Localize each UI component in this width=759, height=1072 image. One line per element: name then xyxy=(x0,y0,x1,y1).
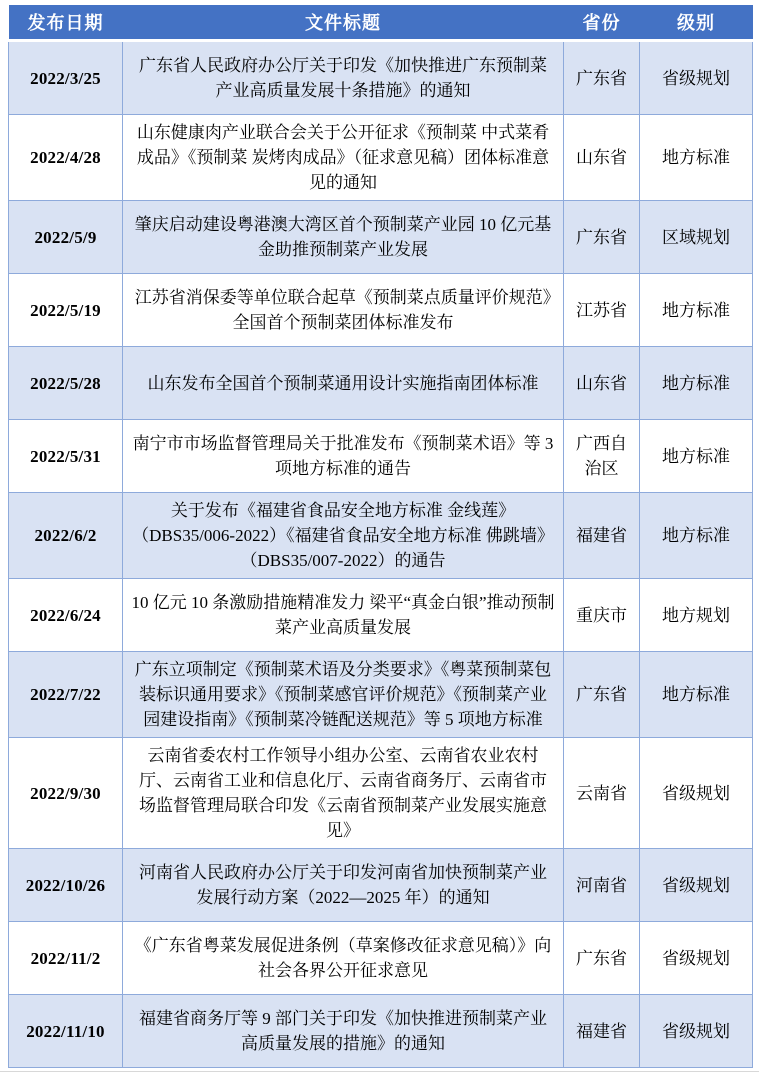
table-row xyxy=(9,849,753,922)
cell-date: 2022/6/24 xyxy=(9,579,123,652)
cell-date: 2022/4/28 xyxy=(9,115,123,201)
cell-level: 地方标准 xyxy=(640,652,753,738)
table-row xyxy=(9,995,753,1068)
table-row xyxy=(9,579,753,652)
cell-province: 广东省 xyxy=(564,41,640,115)
cell-date: 2022/6/2 xyxy=(9,493,123,579)
cell-date: 2022/7/22 xyxy=(9,652,123,738)
cell-province: 重庆市 xyxy=(564,579,640,652)
column-header-date: 发布日期 xyxy=(9,5,123,41)
cell-date: 2022/11/10 xyxy=(9,995,123,1068)
policy-document-table xyxy=(8,5,753,1068)
cell-title: 云南省委农村工作领导小组办公室、云南省农业农村厅、云南省工业和信息化厅、云南省商务厅、云南省市场监督管理局联合印发《云南省预制菜产业发展实施意见》 xyxy=(123,738,564,849)
cell-date: 2022/5/19 xyxy=(9,274,123,347)
cell-title: 山东发布全国首个预制菜通用设计实施指南团体标准 xyxy=(123,347,564,420)
cell-date: 2022/10/26 xyxy=(9,849,123,922)
cell-province: 广东省 xyxy=(564,201,640,274)
cell-level: 地方规划 xyxy=(640,579,753,652)
table-header xyxy=(9,5,753,41)
table-row xyxy=(9,115,753,201)
cell-date: 2022/9/30 xyxy=(9,738,123,849)
column-header-title: 文件标题 xyxy=(123,5,564,41)
cell-level: 省级规划 xyxy=(640,922,753,995)
cell-date: 2022/11/2 xyxy=(9,922,123,995)
cell-province: 福建省 xyxy=(564,995,640,1068)
cell-province: 山东省 xyxy=(564,347,640,420)
cell-title: 河南省人民政府办公厅关于印发河南省加快预制菜产业发展行动方案（2022—2025 年）的通知 xyxy=(123,849,564,922)
cell-level: 省级规划 xyxy=(640,738,753,849)
cell-date: 2022/5/9 xyxy=(9,201,123,274)
table-row xyxy=(9,420,753,493)
cell-date: 2022/3/25 xyxy=(9,41,123,115)
cell-province: 广东省 xyxy=(564,922,640,995)
cell-province: 云南省 xyxy=(564,738,640,849)
column-header-level: 级别 xyxy=(640,5,753,41)
cell-level: 省级规划 xyxy=(640,849,753,922)
cell-date: 2022/5/28 xyxy=(9,347,123,420)
cell-title: 山东健康肉产业联合会关于公开征求《预制菜 中式菜肴成品》《预制菜 炭烤肉成品》（征求意见稿）团体标准意见的通知 xyxy=(123,115,564,201)
cell-level: 地方标准 xyxy=(640,420,753,493)
table-row xyxy=(9,652,753,738)
cell-title: 福建省商务厅等 9 部门关于印发《加快推进预制菜产业高质量发展的措施》的通知 xyxy=(123,995,564,1068)
table-row xyxy=(9,922,753,995)
table-row xyxy=(9,41,753,115)
cell-province: 福建省 xyxy=(564,493,640,579)
table-row xyxy=(9,201,753,274)
cell-province: 山东省 xyxy=(564,115,640,201)
cell-title: 广东立项制定《预制菜术语及分类要求》《粤菜预制菜包装标识通用要求》《预制菜感官评价规范》《预制菜产业园建设指南》《预制菜冷链配送规范》等 5 项地方标准 xyxy=(123,652,564,738)
table-row xyxy=(9,738,753,849)
table-row xyxy=(9,274,753,347)
cell-title: 广东省人民政府办公厅关于印发《加快推进广东预制菜产业高质量发展十条措施》的通知 xyxy=(123,41,564,115)
cell-title: 江苏省消保委等单位联合起草《预制菜点质量评价规范》 全国首个预制菜团体标准发布 xyxy=(123,274,564,347)
cell-title: 10 亿元 10 条激励措施精准发力 梁平“真金白银”推动预制菜产业高质量发展 xyxy=(123,579,564,652)
table-row xyxy=(9,493,753,579)
cell-level: 地方标准 xyxy=(640,493,753,579)
table-header-row xyxy=(9,5,753,41)
cell-level: 地方标准 xyxy=(640,274,753,347)
table-body xyxy=(9,41,753,1068)
cell-level: 区域规划 xyxy=(640,201,753,274)
cell-date: 2022/5/31 xyxy=(9,420,123,493)
table-row xyxy=(9,347,753,420)
cell-province: 广东省 xyxy=(564,652,640,738)
column-header-province: 省份 xyxy=(564,5,640,41)
cell-level: 地方标准 xyxy=(640,115,753,201)
cell-level: 省级规划 xyxy=(640,995,753,1068)
cell-title: 南宁市市场监督管理局关于批准发布《预制菜术语》等 3 项地方标准的通告 xyxy=(123,420,564,493)
cell-province: 广西自治区 xyxy=(564,420,640,493)
cell-title: 《广东省粤菜发展促进条例（草案修改征求意见稿）》向社会各界公开征求意见 xyxy=(123,922,564,995)
cell-province: 江苏省 xyxy=(564,274,640,347)
cell-province: 河南省 xyxy=(564,849,640,922)
cell-level: 地方标准 xyxy=(640,347,753,420)
cell-title: 肇庆启动建设粤港澳大湾区首个预制菜产业园 10 亿元基金助推预制菜产业发展 xyxy=(123,201,564,274)
cell-title: 关于发布《福建省食品安全地方标准 金线莲》（DBS35/006-2022）《福建省食品安全地方标准 佛跳墙》（DBS35/007-2022）的通告 xyxy=(123,493,564,579)
cell-level: 省级规划 xyxy=(640,41,753,115)
